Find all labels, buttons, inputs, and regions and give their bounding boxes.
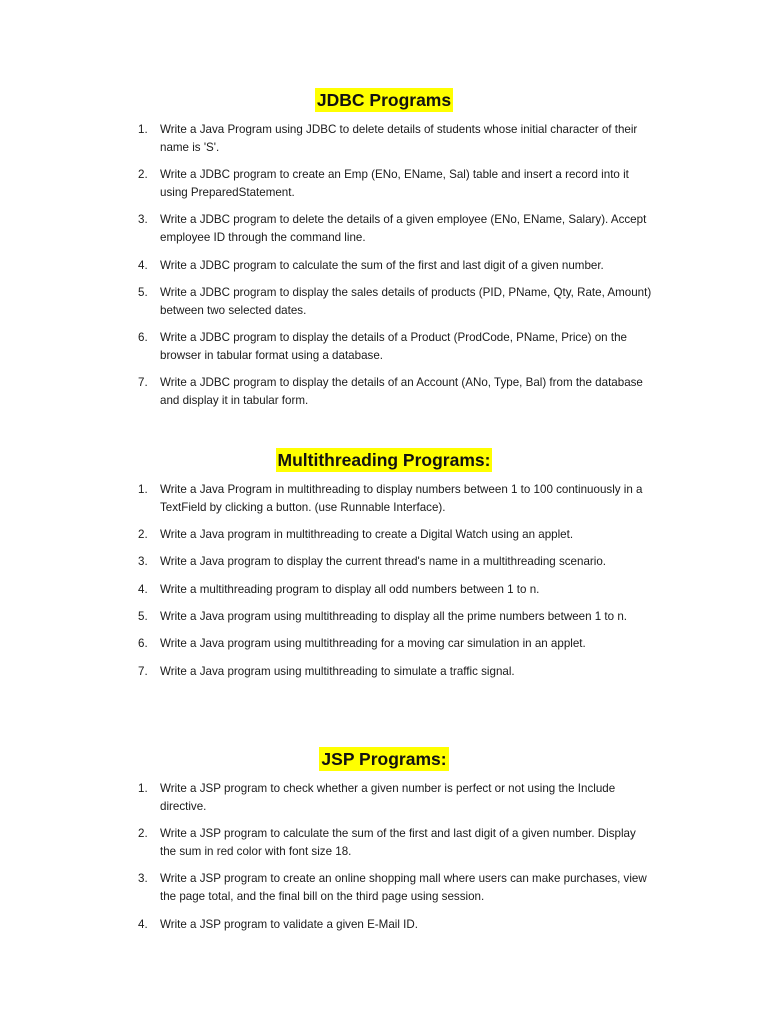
item-number: 6. [138,331,148,344]
item-text: Write a Java Program in multithreading to display numbers between 1 to 100 continuously in a TextField by clicking a button. (use Runnable Interface). [160,483,643,514]
item-number: 1. [138,123,148,136]
item-number: 2. [138,827,148,840]
item-text: Write a JDBC program to display the sales details of products (PID, PName, Qty, Rate, Amount) between two selected dates. [160,286,652,317]
item-number: 4. [138,259,148,272]
section-heading-jsp: JSP Programs: [321,749,447,769]
item-number: 5. [138,610,148,623]
item-text: Write a Java program using multithreading to display all the prime numbers between 1 to n. [160,610,627,623]
item-number: 1. [138,782,148,795]
item-number: 3. [138,872,148,885]
section-jsp [0,747,768,931]
item-text: Write a Java program to display the current thread's name in a multithreading scenario. [160,555,607,568]
item-number: 2. [138,168,148,181]
section-heading-multithreading: Multithreading Programs: [277,450,491,470]
item-text: Write a Java program using multithreading for a moving car simulation in an applet. [160,637,586,650]
item-text: Write a JSP program to calculate the sum of the first and last digit of a given number. Display the sum in red color with font size 18. [160,827,636,858]
item-text: Write a Java Program using JDBC to delete details of students whose initial character of their name is 'S'. [160,123,638,154]
item-text: Write a JSP program to validate a given E-Mail ID. [160,918,418,931]
item-text: Write a JDBC program to calculate the sum of the first and last digit of a given number. [160,259,604,272]
item-number: 5. [138,286,148,299]
item-text: Write a Java program using multithreading to simulate a traffic signal. [160,665,515,678]
section-multithreading [0,448,768,678]
item-text: Write a JSP program to create an online shopping mall where users can make purchases, view the page total, and the final bill on the third page using session. [160,872,647,903]
item-number: 6. [138,637,148,650]
item-number: 3. [138,555,148,568]
item-number: 7. [138,665,148,678]
item-number: 1. [138,483,148,496]
item-number: 4. [138,918,148,931]
item-text: Write a JSP program to check whether a given number is perfect or not using the Include directive. [160,782,616,813]
section-heading-wrap [0,88,768,114]
item-number: 3. [138,213,148,226]
item-text: Write a Java program in multithreading to create a Digital Watch using an applet. [160,528,574,541]
item-number: 4. [138,583,148,596]
section-jdbc [0,88,768,407]
item-number: 7. [138,376,148,389]
item-text: Write a JDBC program to display the details of a Product (ProdCode, PName, Price) on the browser in tabular format using a database. [160,331,627,362]
section-heading-jdbc: JDBC Programs [316,90,452,110]
item-number: 2. [138,528,148,541]
item-text: Write a multithreading program to display all odd numbers between 1 to n. [160,583,540,596]
section-heading-wrap [0,747,768,773]
section-heading-wrap [0,448,768,474]
item-text: Write a JDBC program to display the details of an Account (ANo, Type, Bal) from the database and display it in tabular form. [160,376,643,407]
item-text: Write a JDBC program to delete the details of a given employee (ENo, EName, Salary). Accept employee ID through the command line. [160,213,647,244]
item-text: Write a JDBC program to create an Emp (ENo, EName, Sal) table and insert a record into it using PreparedStatement. [160,168,629,199]
